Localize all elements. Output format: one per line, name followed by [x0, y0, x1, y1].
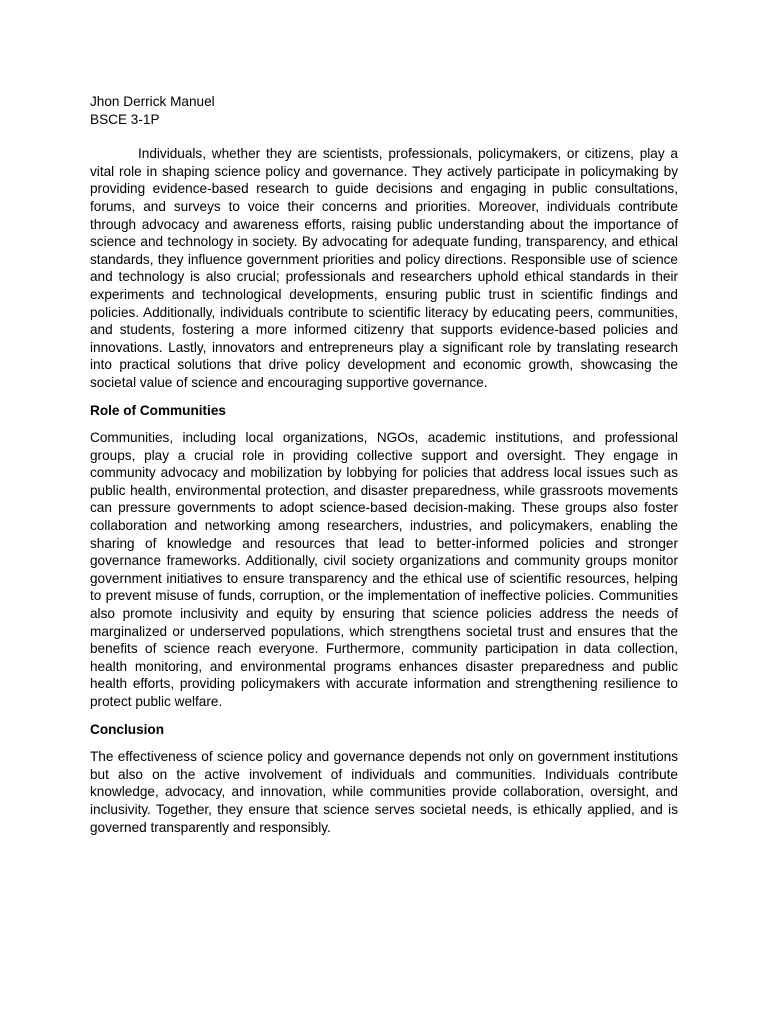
document-body	[90, 93, 678, 836]
conclusion-paragraph: The effectiveness of science policy and governance depends not only on government institutions but also on the active involvement of individuals and communities. Individuals contribute knowledge, advocacy, and innovation, while communities provide collaboration, oversight, and inclusivity. Together, they ensure that science serves societal needs, is ethically applied, and is governed transparently and responsibly.	[90, 749, 678, 835]
author-name: Jhon Derrick Manuel	[90, 94, 215, 109]
author-section: BSCE 3-1P	[90, 111, 160, 127]
communities-paragraph: Communities, including local organizations, NGOs, academic institutions, and professional groups, play a crucial role in providing collective support and oversight. They engage in community advocacy and mobilization by lobbying for policies that address local issues such as public health, environmental protection, and disaster preparedness, while grassroots movements can pressure governments to adopt science-based decision-making. These groups also foster collaboration and networking among researchers, industries, and policymakers, enabling the sharing of knowledge and resources that lead to better-informed policies and stronger governance frameworks. Additionally, civil society organizations and community groups monitor government initiatives to ensure transparency and the ethical use of scientific resources, helping to prevent misuse of funds, corruption, or the implementation of ineffective policies. Communities also promote inclusivity and equity by ensuring that science policies address the needs of marginalized or underserved populations, which strengthens societal trust and ensures that the benefits of science reach everyone. Furthermore, community participation in data collection, health monitoring, and environmental programs enhances disaster preparedness and public health efforts, providing policymakers with accurate information and strengthening resilience to protect public welfare.	[90, 430, 678, 709]
conclusion-heading: Conclusion	[90, 721, 165, 737]
intro-paragraph: Individuals, whether they are scientists, professionals, policymakers, or citizens, play a vital role in shaping science policy and governance. They actively participate in policymaking by providing evidence-based research to guide decisions and engaging in public consultations, forums, and surveys to voice their concerns and priorities. Moreover, individuals contribute through advocacy and awareness efforts, raising public understanding about the importance of science and technology in society. By advocating for adequate funding, transparency, and ethical standards, they influence government priorities and policy directions. Responsible use of science and technology is also crucial; professionals and researchers uphold ethical standards in their experiments and technological developments, ensuring public trust in scientific findings and policies. Additionally, individuals contribute to scientific literacy by educating peers, communities, and students, fostering a more informed citizenry that supports evidence-based policies and innovations. Lastly, innovators and entrepreneurs play a significant role by translating research into practical solutions that drive policy development and economic growth, showcasing the societal value of science and encouraging supportive governance.	[90, 146, 678, 390]
communities-heading: Role of Communities	[90, 402, 226, 418]
